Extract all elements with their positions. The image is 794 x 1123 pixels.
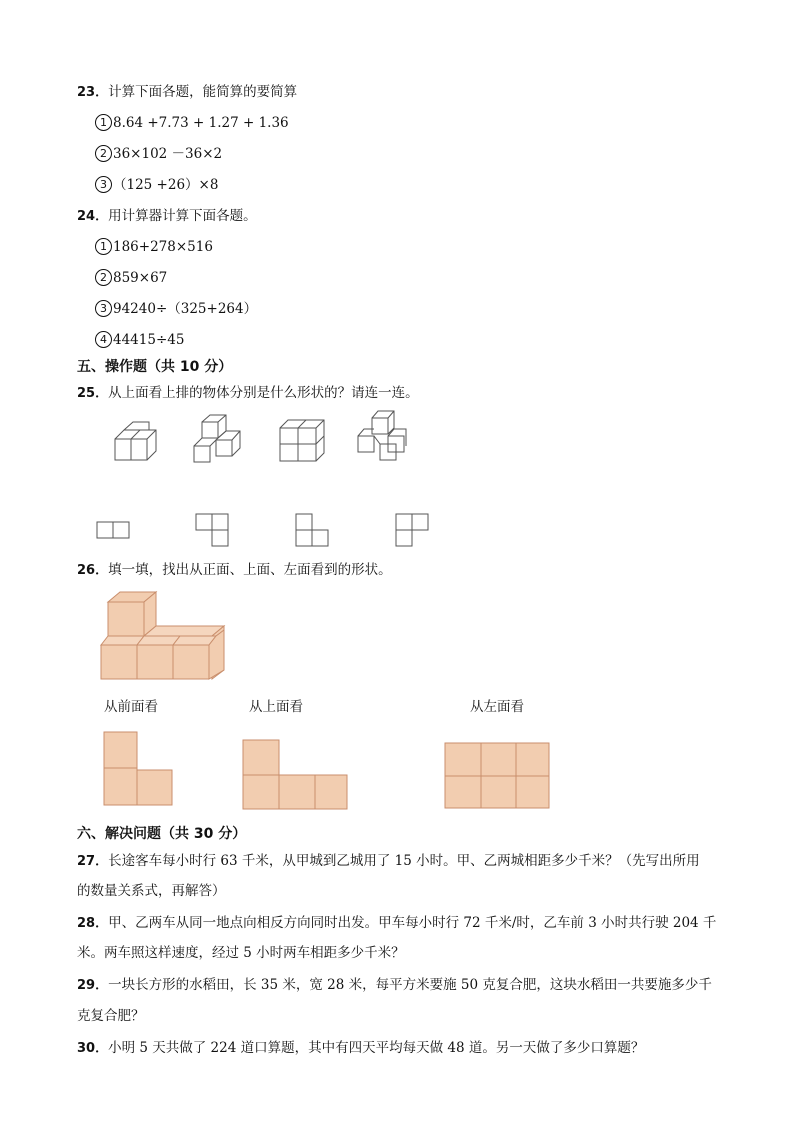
expression: 186+278×516 (113, 239, 213, 255)
expression: 859×67 (113, 270, 168, 286)
question-text: 计算下面各题，能简算的要简算 (108, 84, 298, 100)
q23-item-2 (95, 144, 222, 164)
question-number: 29． (77, 978, 109, 993)
q28-line-1 (77, 913, 716, 934)
section-title: 五、操作题（共 10 分） (77, 359, 233, 375)
q24-item-4 (95, 330, 184, 350)
top-view-shape-4 (395, 512, 433, 550)
circled-number: 1 (95, 238, 112, 255)
question-text: 从上面看上排的物体分别是什么形状的？请连一连。 (108, 385, 419, 401)
question-text: 长途客车每小时行 63 千米，从甲城到乙城用了 15 小时。甲、乙两城相距多少千米？（先写出所用 (108, 853, 700, 869)
section-title: 六、解决问题（共 30 分） (77, 826, 247, 842)
q24-item-3 (95, 299, 257, 319)
q23-item-3 (95, 175, 218, 195)
question-text: 一块长方形的水稻田，长 35 米，宽 28 米，每平方米要施 50 克复合肥，这块水稻田一共要施多少千 (108, 977, 712, 993)
cube-object-4 (354, 410, 410, 464)
question-text: 填一填，找出从正面、上面、左面看到的形状。 (108, 562, 392, 578)
expression: 44415÷45 (113, 332, 185, 348)
view-label-top: 从上面看 (249, 699, 303, 715)
q24-stem (77, 206, 257, 227)
expression: 94240÷（325+264） (113, 301, 258, 317)
q30-line-1 (77, 1038, 644, 1059)
q25-stem (77, 383, 419, 404)
expression: 8.64 +7.73 + 1.27 + 1.36 (113, 115, 289, 131)
cube-object-1 (110, 422, 160, 464)
q27-line-1 (77, 851, 700, 872)
front-view-shape (103, 731, 175, 807)
circled-number: 2 (95, 145, 112, 162)
q24-item-1 (95, 237, 213, 257)
expression: （125 +26）×8 (113, 177, 219, 193)
q24-item-2 (95, 268, 167, 288)
circled-number: 3 (95, 300, 112, 317)
expression: 36×102 －36×2 (113, 146, 223, 162)
top-view-shape (242, 739, 350, 811)
cube-object-2 (190, 414, 246, 466)
circled-number: 3 (95, 176, 112, 193)
top-view-shape-1 (96, 520, 132, 540)
view-label-left: 从左面看 (470, 699, 524, 715)
q26-stem (77, 560, 392, 581)
q23-stem (77, 82, 297, 103)
question-text: 甲、乙两车从同一地点向相反方向同时出发。甲车每小时行 72 千米/时，乙车前 3 小时共行驶 204 千 (108, 915, 717, 931)
question-number: 23． (77, 85, 109, 100)
top-view-shape-2 (195, 512, 231, 550)
cube-object-3 (276, 418, 326, 464)
left-view-shape (444, 742, 552, 810)
question-text: 用计算器计算下面各题。 (108, 208, 257, 224)
top-view-shape-3 (295, 512, 331, 550)
q23-item-1 (95, 113, 289, 133)
circled-number: 1 (95, 114, 112, 131)
question-number: 25． (77, 386, 109, 401)
circled-number: 2 (95, 269, 112, 286)
question-number: 26． (77, 563, 109, 578)
q27-line-2: 的数量关系式，再解答） (77, 883, 226, 899)
question-number: 28． (77, 916, 109, 931)
question-number: 24． (77, 209, 109, 224)
q29-line-2: 克复合肥？ (77, 1008, 145, 1024)
q29-line-1 (77, 975, 712, 996)
question-text: 小明 5 天共做了 224 道口算题，其中有四天平均每天做 48 道。另一天做了多少口算题？ (108, 1040, 645, 1056)
question-number: 30． (77, 1041, 109, 1056)
q28-line-2: 米。两车照这样速度，经过 5 小时两车相距多少千米？ (77, 945, 405, 961)
solid-cube-stack (98, 590, 228, 682)
circled-number: 4 (95, 331, 112, 348)
view-label-front: 从前面看 (104, 699, 158, 715)
question-number: 27． (77, 854, 109, 869)
